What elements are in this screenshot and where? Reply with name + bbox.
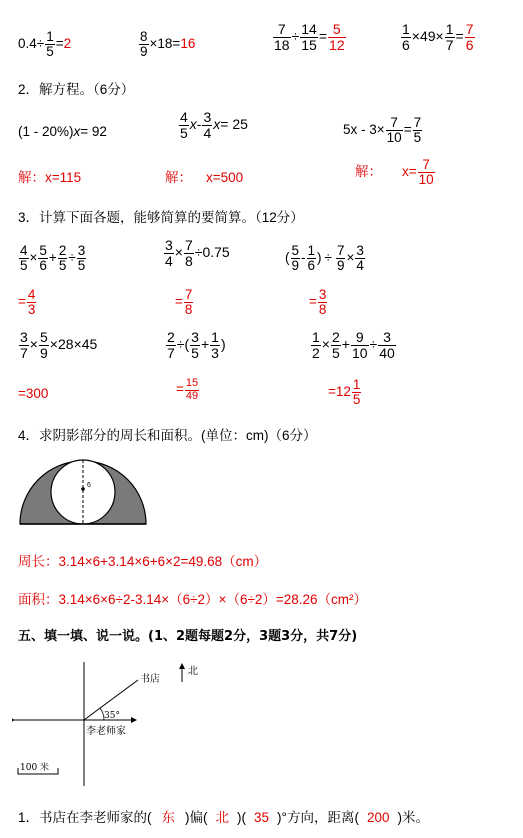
blank-answer: 35 (254, 810, 270, 825)
problem-2-answer: = $\frac{7}{8}$ (175, 287, 193, 318)
problem-6-answer: =12 $\frac{1}{5}$ (328, 377, 361, 408)
solution-1: 解：x=115 (18, 170, 82, 185)
perimeter-answer: 周长：3.14×6+3.14×6+6×2=49.68（cm） (18, 554, 268, 569)
section-4-heading: 4．求阴影部分的周长和面积。(单位：cm)（6分） (18, 428, 317, 443)
blank-answer: 北 (215, 810, 230, 825)
fraction: $\frac{8}{9}$ (140, 29, 148, 60)
scale-label: 100 米 (20, 763, 50, 773)
section-5-heading: 五、填一填、说一说。(1、2题每题2分，3题3分，共7分) (18, 629, 358, 644)
area-answer: 面积：3.14×6×6÷2-3.14×（6÷2）×（6÷2）=28.26（cm²） (18, 592, 368, 607)
calc-row-1-q2: $\frac{8}{9}$ ×18=16 (140, 29, 196, 60)
calc-row-1-q4: $\frac{1}{6}$ ×49× $\frac{1}{7}$ = $\frac{7}{6}$ (402, 21, 474, 53)
problem-6: $\frac{1}{2}$ × $\frac{2}{5}$ + $\frac{9}{10}$ ÷ $\frac{3}{40}$ (312, 329, 395, 361)
calc-row-1: 0.4÷ $\frac{1}{5}$ =2 (18, 29, 72, 60)
problem-4-answer: =300 (18, 386, 49, 401)
diagram-label: 6 (87, 482, 91, 489)
problem-5-answer: = $\frac{15}{49}$ (176, 377, 199, 402)
home-label: 李老师家 (86, 726, 126, 737)
answer: 2 (63, 36, 72, 52)
north-label: 北 (188, 666, 198, 677)
solution-2: 解： x=500 (165, 170, 244, 185)
section-3-heading: 3．计算下面各题，能够简算的要简算。（12分） (18, 210, 304, 225)
problem-5: $\frac{2}{7}$ ÷( $\frac{3}{5}$ + $\frac{1}{3}$ ) (167, 329, 226, 361)
answer: $\frac{5}{12}$ (329, 21, 345, 53)
blank-answer: 东 (161, 810, 176, 825)
fraction: $\frac{1}{5}$ (46, 29, 54, 60)
blank-answer: 200 (366, 810, 390, 825)
equation-1: (1 - 20%)x= 92 (18, 124, 107, 139)
answer: $\frac{7}{6}$ (465, 21, 474, 53)
solution-3: 解： x= $\frac{7}{10}$ (355, 157, 434, 188)
problem-4: $\frac{3}{7}$ × $\frac{5}{9}$ ×28×45 (20, 329, 98, 361)
equation-3: 5x - 3× $\frac{7}{10}$ = $\frac{7}{5}$ (343, 115, 422, 146)
angle-label: 35° (104, 711, 120, 721)
answer: 16 (180, 36, 196, 52)
shaded-area-diagram (18, 454, 148, 528)
shop-label: 书店 (140, 674, 160, 685)
problem-3: ( $\frac{5}{9}$ - $\frac{1}{6}$ ) ÷ $\frac{7}{9}$ × $\frac{3}{4}$ (285, 243, 364, 274)
section-2-heading: 2．解方程。（6分） (18, 82, 135, 97)
equation-2: $\frac{4}{5}$ x- $\frac{3}{4}$ x= 25 (180, 109, 248, 141)
fill-question-1: 1．书店在李老师家的( 东 )偏( 北 )( 35 )°方向，距离( 200 )米。 (18, 810, 429, 825)
problem-1-answer: = $\frac{4}{3}$ (18, 287, 36, 318)
problem-2: $\frac{3}{4}$ × $\frac{7}{8}$ ÷0.75 (165, 237, 230, 269)
problem-1: $\frac{4}{5}$ × $\frac{5}{6}$ + $\frac{2}{5}$ ÷ $\frac{3}{5}$ (20, 243, 86, 274)
calc-row-1-q3: $\frac{7}{18}$ ÷ $\frac{14}{15}$ = $\frac{5}{12}$ (274, 21, 345, 53)
direction-map (12, 652, 232, 790)
problem-3-answer: = $\frac{3}{8}$ (309, 287, 327, 318)
